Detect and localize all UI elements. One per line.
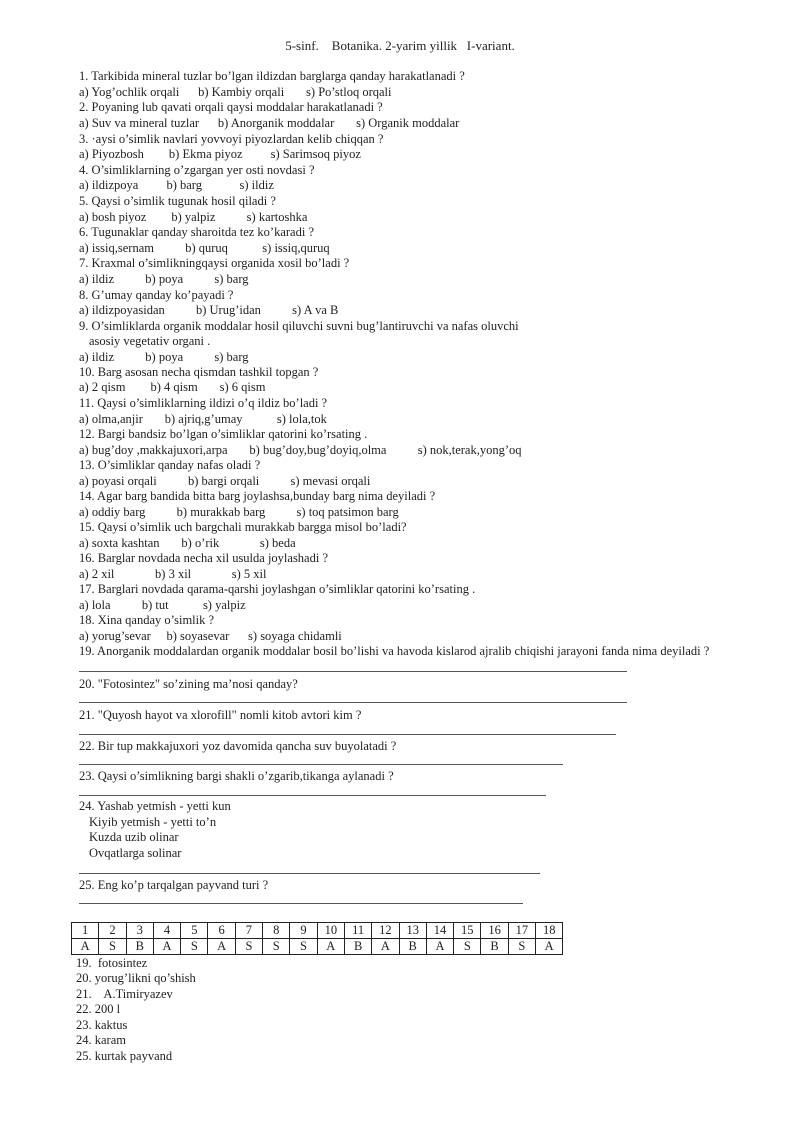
answer-table-answer-cell: S [263, 939, 290, 955]
answer-rule [79, 903, 523, 904]
open-answer-line: 22. 200 l [76, 1002, 121, 1016]
answer-table-number-cell: 12 [372, 923, 399, 939]
answer-table-number-cell: 17 [508, 923, 535, 939]
answer-table-answer-cell: S [508, 939, 535, 955]
answer-table-number-cell: 8 [263, 923, 290, 939]
text-line: a) ildiz b) poya s) barg [79, 272, 249, 286]
answer-table-number-cell: 5 [181, 923, 208, 939]
answer-rule [79, 734, 616, 735]
open-answer-line: 21. A.Timiryazev [76, 987, 173, 1001]
text-line: 16. Barglar novdada necha xil usulda joylashadi ? [79, 551, 329, 565]
text-line: a) Yog’ochlik orqali b) Kambiy orqali s) Po’stloq orqali [79, 85, 392, 99]
text-line: a) oddiy barg b) murakkab barg s) toq patsimon barg [79, 505, 399, 519]
answer-table-answer-cell: A [153, 939, 180, 955]
text-line: a) Piyozbosh b) Ekma piyoz s) Sarimsoq piyoz [79, 147, 361, 161]
answer-table-answer-row [72, 939, 563, 955]
text-line: 23. Qaysi o’simlikning bargi shakli o’zgarib,tikanga aylanadi ? [79, 769, 394, 783]
answer-table-answer-cell: B [344, 939, 371, 955]
text-line: Kuzda uzib olinar [89, 830, 179, 844]
answer-table-number-cell: 16 [481, 923, 508, 939]
text-line: a) bug’doy ,makkajuxori,arpa b) bug’doy,bug’doyiq,olma s) nok,terak,yong’oq [79, 443, 522, 457]
answer-table-number-cell: 15 [454, 923, 481, 939]
text-line: 6. Tugunaklar qanday sharoitda tez ko’karadi ? [79, 225, 315, 239]
text-line: 19. Anorganik moddalardan organik moddalar bosil bo’lishi va havoda kislarod ajralib chiqishi jarayoni fanda nima deyiladi ? [79, 644, 710, 658]
text-line: 9. O’simliklarda organik moddalar hosil qiluvchi suvni bug’lantiruvchi va nafas oluvchi [79, 319, 519, 333]
answer-rule [79, 702, 627, 703]
answer-table-answer-cell: S [235, 939, 262, 955]
open-answer-line: 25. kurtak payvand [76, 1049, 173, 1063]
answer-table-number-cell: 14 [426, 923, 453, 939]
answer-table-answer-cell: A [317, 939, 344, 955]
text-line: 20. "Fotosintez" so’zining ma’nosi qanday? [79, 677, 298, 691]
text-line: a) issiq,sernam b) quruq s) issiq,quruq [79, 241, 330, 255]
answer-table-number-cell: 4 [153, 923, 180, 939]
answer-table-number-cell: 18 [536, 923, 563, 939]
open-answer-line: 24. karam [76, 1033, 126, 1047]
open-answer-line: 20. yorug’likni qo’shish [76, 971, 196, 985]
answer-table-answer-cell: B [399, 939, 426, 955]
text-line: 18. Xina qanday o’simlik ? [79, 613, 215, 627]
text-line: a) soxta kashtan b) o’rik s) beda [79, 536, 296, 550]
text-line: 2. Poyaning lub qavati orqali qaysi moddalar harakatlanadi ? [79, 100, 383, 114]
answer-table-number-cell: 11 [344, 923, 371, 939]
text-line: 12. Bargi bandsiz bo’lgan o’simliklar qatorini ko’rsating . [79, 427, 368, 441]
answer-table-number-cell: 6 [208, 923, 235, 939]
answer-table [71, 922, 563, 955]
answer-table-number-cell: 1 [72, 923, 99, 939]
answer-table-answer-cell: S [99, 939, 126, 955]
text-line: 11. Qaysi o’simliklarning ildizi o’q ildiz bo’ladi ? [79, 396, 328, 410]
page-title: 5-sinf. Botanika. 2-yarim yillik I-variant. [285, 38, 515, 53]
text-line: 17. Barglari novdada qarama-qarshi joylashgan o’simliklar qatorini ko’rsating . [79, 582, 476, 596]
answer-rule [79, 795, 546, 796]
answer-rule [79, 873, 540, 874]
text-line: a) ildizpoya b) barg s) ildiz [79, 178, 274, 192]
answer-table-number-cell: 9 [290, 923, 317, 939]
open-answer-line: 19. fotosintez [76, 956, 148, 970]
answer-table-answer-cell: B [481, 939, 508, 955]
text-line: 1. Tarkibida mineral tuzlar bo’lgan ildizdan barglarga qanday harakatlanadi ? [79, 69, 465, 83]
text-line: Ovqatlarga solinar [89, 846, 182, 860]
text-line: 10. Barg asosan necha qismdan tashkil topgan ? [79, 365, 319, 379]
text-line: 14. Agar barg bandida bitta barg joylashsa,bunday barg nima deyiladi ? [79, 489, 436, 503]
text-line: a) yorug’sevar b) soyasevar s) soyaga chidamli [79, 629, 342, 643]
text-line: 3. ·aysi o’simlik navlari yovvoyi piyozlardan kelib chiqqan ? [79, 132, 384, 146]
answer-table-answer-cell: S [290, 939, 317, 955]
text-line: a) Suv va mineral tuzlar b) Anorganik moddalar s) Organik moddalar [79, 116, 460, 130]
answer-table-answer-cell: B [126, 939, 153, 955]
answer-table-number-row [72, 923, 563, 939]
open-answer-line: 23. kaktus [76, 1018, 128, 1032]
text-line: 7. Kraxmal o’simlikningqaysi organida xosil bo’ladi ? [79, 256, 350, 270]
text-line: a) poyasi orqali b) bargi orqali s) mevasi orqali [79, 474, 371, 488]
text-line: 5. Qaysi o’simlik tugunak hosil qiladi ? [79, 194, 276, 208]
answer-rule [79, 671, 627, 672]
answer-table-answer-cell: A [372, 939, 399, 955]
text-line: 24. Yashab yetmish - yetti kun [79, 799, 231, 813]
text-line: a) 2 qism b) 4 qism s) 6 qism [79, 380, 266, 394]
text-line: 13. O’simliklar qanday nafas oladi ? [79, 458, 261, 472]
answer-table-number-cell: 7 [235, 923, 262, 939]
text-line: Kiyib yetmish - yetti to’n [89, 815, 217, 829]
answer-table-answer-cell: A [208, 939, 235, 955]
text-line: a) olma,anjir b) ajriq,g’umay s) lola,tok [79, 412, 327, 426]
text-line: asosiy vegetativ organi . [89, 334, 211, 348]
text-line: 15. Qaysi o’simlik uch bargchali murakkab bargga misol bo’ladi? [79, 520, 407, 534]
answer-table-answer-cell: S [454, 939, 481, 955]
text-line: a) ildiz b) poya s) barg [79, 350, 249, 364]
answer-rule [79, 764, 563, 765]
answer-table-number-cell: 10 [317, 923, 344, 939]
answer-table-number-cell: 3 [126, 923, 153, 939]
text-line: a) bosh piyoz b) yalpiz s) kartoshka [79, 210, 308, 224]
text-line: 8. G’umay qanday ko’payadi ? [79, 288, 234, 302]
text-line: 25. Eng ko’p tarqalgan payvand turi ? [79, 878, 269, 892]
text-line: 21. "Quyosh hayot va xlorofill" nomli kitob avtori kim ? [79, 708, 362, 722]
answer-table-answer-cell: A [426, 939, 453, 955]
text-line: 4. O’simliklarning o’zgargan yer osti novdasi ? [79, 163, 315, 177]
answer-table-number-cell: 13 [399, 923, 426, 939]
text-line: 22. Bir tup makkajuxori yoz davomida qancha suv buyolatadi ? [79, 739, 397, 753]
answer-table-answer-cell: A [536, 939, 563, 955]
answer-table-number-cell: 2 [99, 923, 126, 939]
text-line: a) lola b) tut s) yalpiz [79, 598, 246, 612]
answer-table-answer-cell: S [181, 939, 208, 955]
text-line: a) ildizpoyasidan b) Urug’idan s) A va B [79, 303, 339, 317]
text-line: a) 2 xil b) 3 xil s) 5 xil [79, 567, 267, 581]
answer-table-answer-cell: A [72, 939, 99, 955]
